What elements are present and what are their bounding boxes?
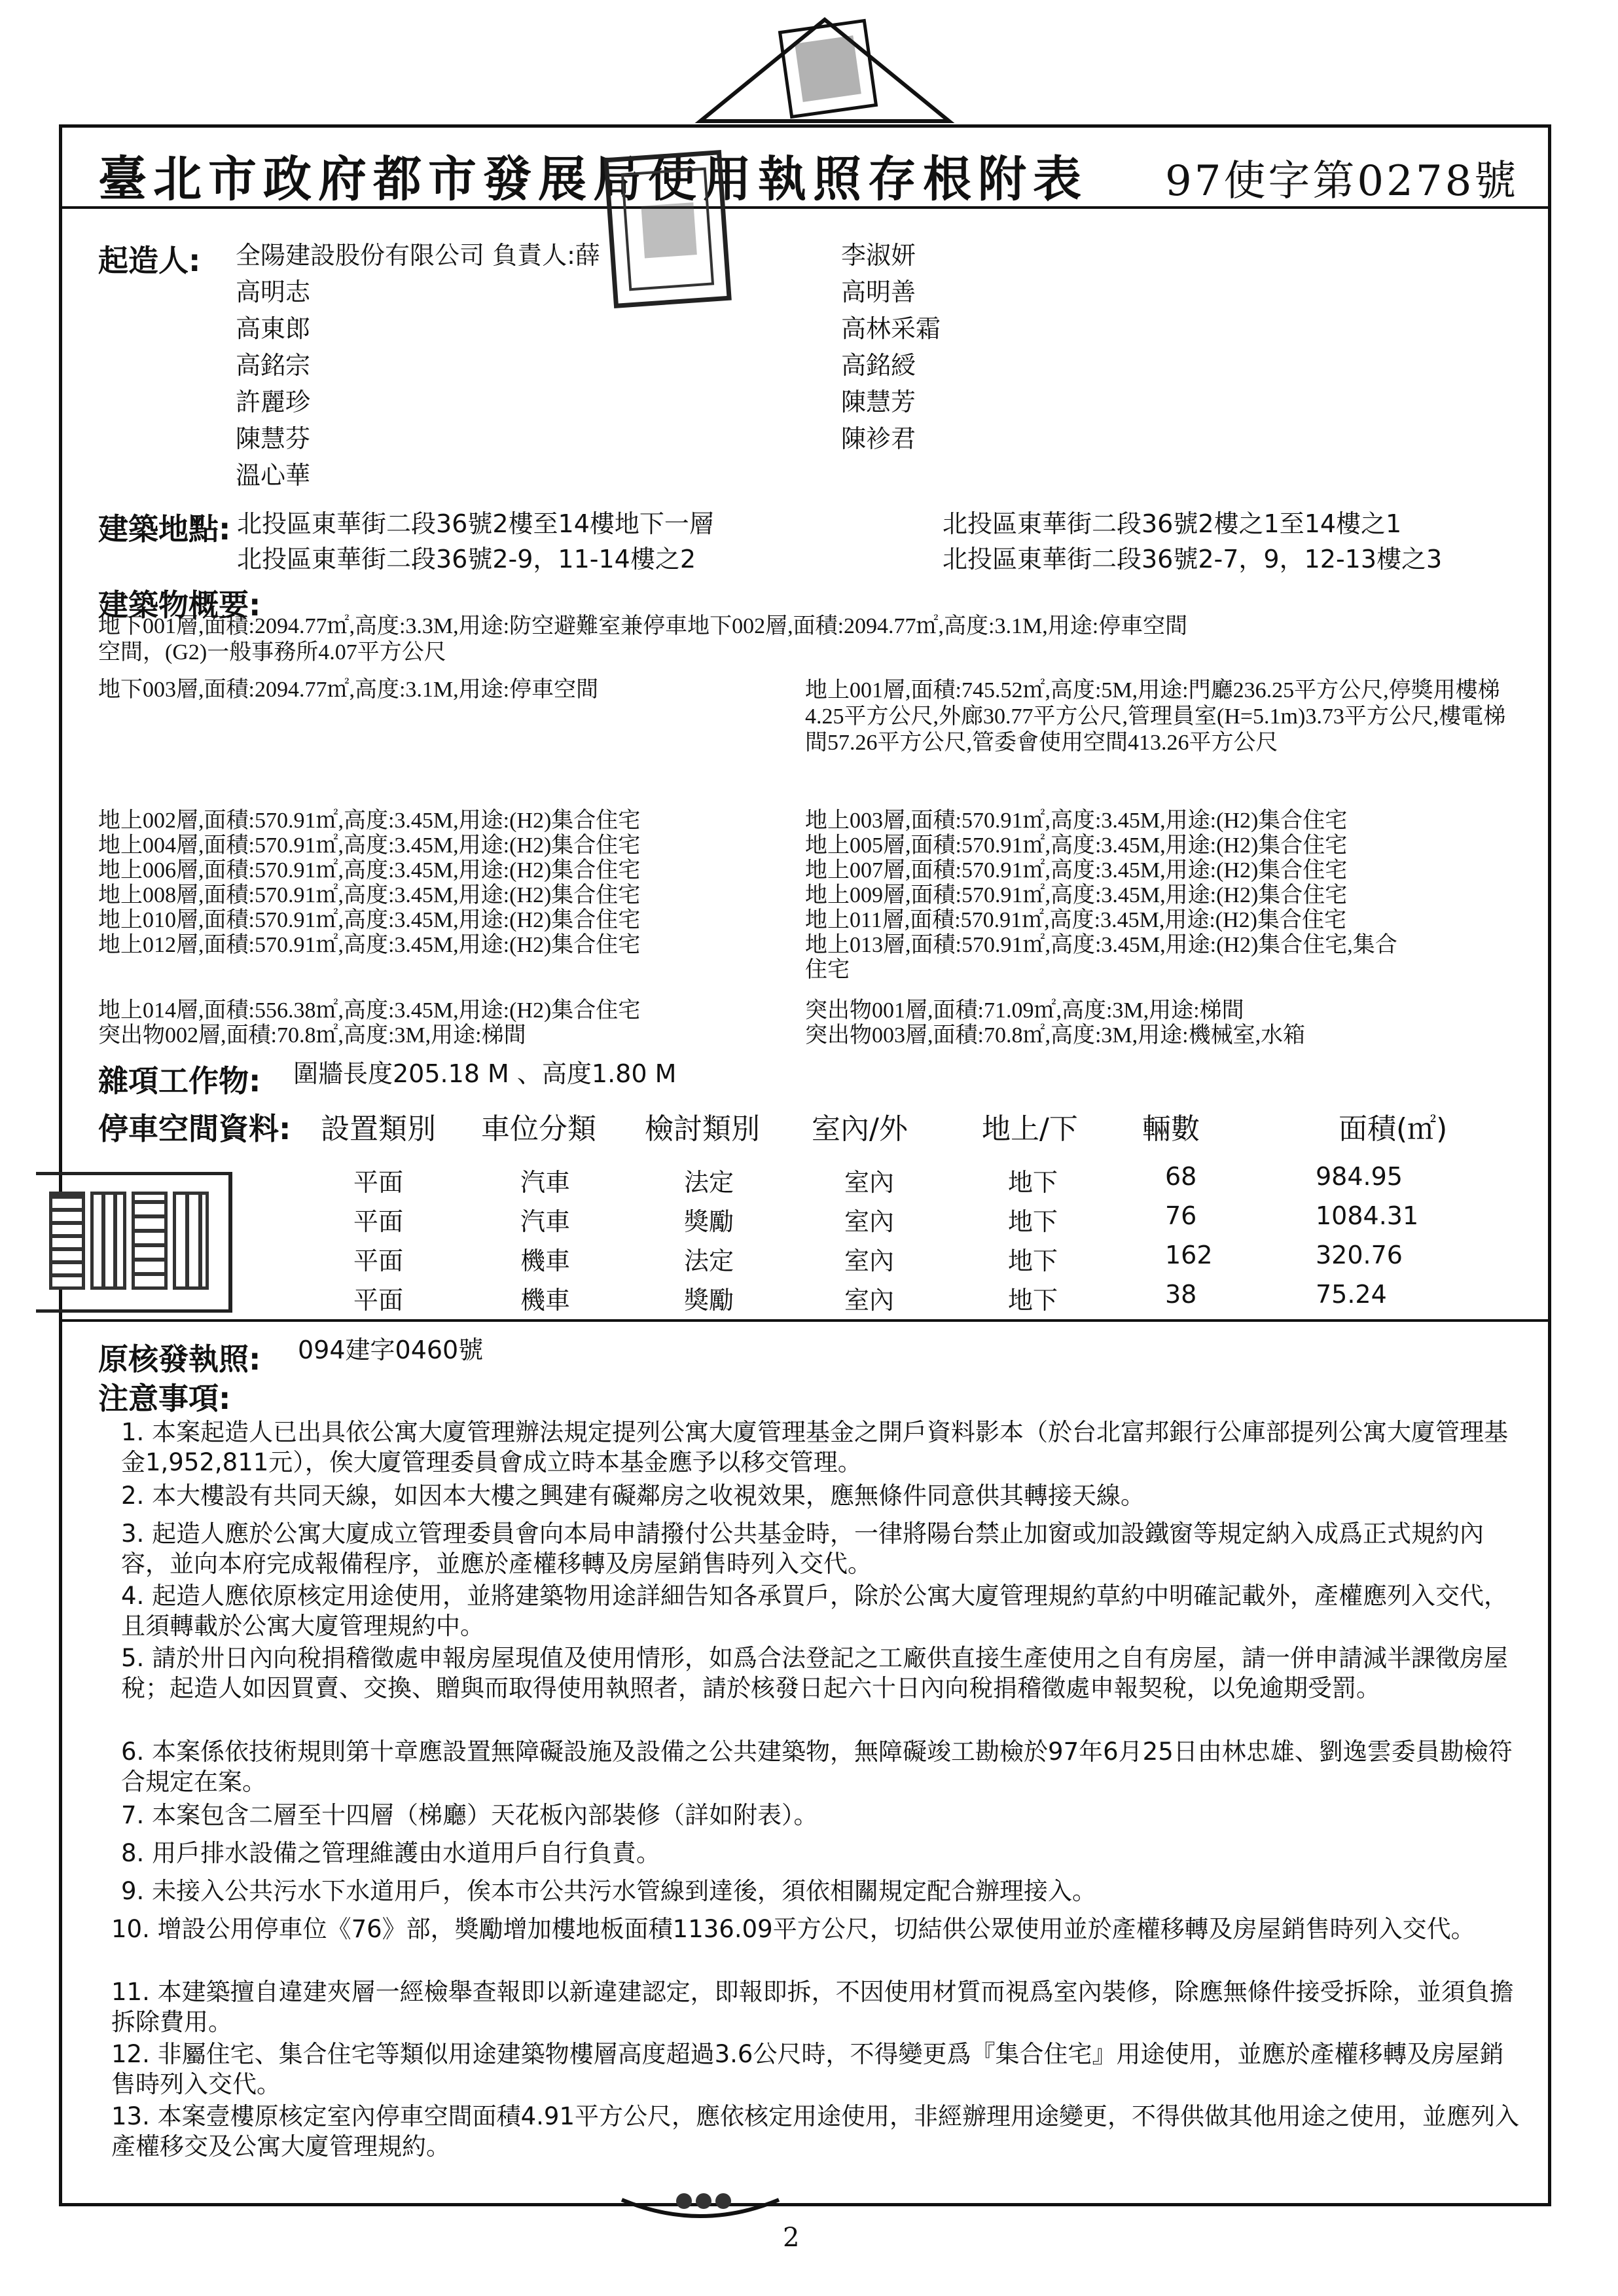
side-seal-stamp bbox=[36, 1172, 232, 1313]
original-permit-label: 原核發執照: bbox=[98, 1341, 261, 1377]
parking-cell: 室內 bbox=[844, 1286, 895, 1315]
penthouse-row: 突出物003層,面積:70.8㎡,高度:3M,用途:機械室,水箱 bbox=[805, 1023, 1306, 1048]
parking-header: 車位分類 bbox=[481, 1112, 596, 1146]
note-item: 8. 用戶排水設備之管理維護由水道用戶自行負責。 bbox=[121, 1839, 661, 1867]
official-seal-stamp bbox=[603, 150, 732, 308]
parking-cell: 機車 bbox=[520, 1247, 571, 1275]
parking-cell: 獎勵 bbox=[684, 1286, 734, 1315]
original-permit-value: 094建字0460號 bbox=[298, 1336, 484, 1364]
floor-row: 地上008層,面積:570.91㎡,高度:3.45M,用途:(H2)集合住宅 bbox=[98, 883, 641, 907]
parking-cell: 平面 bbox=[353, 1207, 404, 1236]
applicant-company: 全陽建設股份有限公司 負責人:薛 bbox=[236, 241, 600, 270]
note-item: 2. 本大樓設有共同天線，如因本大樓之興建有礙鄰房之收視效果，應無條件同意供其轉接天線。 bbox=[121, 1482, 1145, 1510]
page-title: 臺北市政府都市發展局使用執照存根附表 bbox=[98, 151, 1088, 208]
floor-row: 地上009層,面積:570.91㎡,高度:3.45M,用途:(H2)集合住宅 bbox=[805, 883, 1348, 907]
parking-cell: 75.24 bbox=[1316, 1280, 1387, 1309]
note-item: 5. 請於卅日內向稅捐稽徵處申報房屋現值及使用情形，如爲合法登記之工廠供直接生產使用之自有房屋，請一併申請減半課徵房屋稅；起造人如因買賣、交換、贈與而取得使用執照者，請於核發日起六十日內向稅捐稽徵處申報契稅，以免逾期受罰。 bbox=[121, 1644, 1509, 1702]
applicant-name: 高銘宗 bbox=[236, 351, 311, 380]
note-item: 13. 本案壹樓原核定室內停車空間面積4.91平方公尺，應依核定用途使用，非經辦理用途變更，不得供做其他用途之使用，並應列入產權移交及公寓大廈管理規約。 bbox=[111, 2102, 1519, 2160]
parking-header: 輛數 bbox=[1142, 1112, 1200, 1146]
floor-row: 地上013層,面積:570.91㎡,高度:3.45M,用途:(H2)集合住宅,集合 bbox=[805, 933, 1397, 957]
note-item: 9. 未接入公共污水下水道用戶，俟本市公共污水管線到達後，須依相關規定配合辦理接入。 bbox=[121, 1877, 1097, 1905]
parking-cell: 平面 bbox=[353, 1168, 404, 1197]
parking-cell: 機車 bbox=[520, 1286, 571, 1315]
title-divider bbox=[59, 206, 1551, 209]
overview-label: 建築物概要: bbox=[98, 587, 261, 623]
note-item: 3. 起造人應於公寓大廈成立管理委員會向本局申請撥付公共基金時，一律將陽台禁止加窗或加設鐵窗等規定納入成爲正式規約內容，並向本府完成報備程序，並應於產權移轉及房屋銷售時列入交代。 bbox=[121, 1520, 1484, 1578]
floor-row: 地上010層,面積:570.91㎡,高度:3.45M,用途:(H2)集合住宅 bbox=[98, 908, 641, 932]
floor-row: 地上007層,面積:570.91㎡,高度:3.45M,用途:(H2)集合住宅 bbox=[805, 858, 1348, 883]
parking-cell: 984.95 bbox=[1316, 1162, 1403, 1191]
floor-row: 地上014層,面積:556.38㎡,高度:3.45M,用途:(H2)集合住宅 bbox=[98, 998, 641, 1023]
misc-value: 圍牆長度205.18 M 、高度1.80 M bbox=[293, 1059, 677, 1088]
parking-cell: 地下 bbox=[1008, 1247, 1058, 1275]
floor-row: 地上004層,面積:570.91㎡,高度:3.45M,用途:(H2)集合住宅 bbox=[98, 833, 641, 858]
parking-cell: 320.76 bbox=[1316, 1241, 1403, 1269]
floor-row: 地上012層,面積:570.91㎡,高度:3.45M,用途:(H2)集合住宅 bbox=[98, 933, 641, 957]
parking-cell: 68 bbox=[1165, 1162, 1197, 1191]
applicant-name: 高東郎 bbox=[236, 314, 311, 343]
applicant-label: 起造人: bbox=[98, 243, 201, 278]
note-item: 11. 本建築擅自違建夾層一經檢舉查報即以新違建認定，即報即拆，不因使用材質而視爲室內裝修，除應無條件接受拆除，並須負擔拆除費用。 bbox=[111, 1978, 1514, 2036]
parking-header: 室內/外 bbox=[812, 1112, 908, 1146]
applicant-name: 陳袗君 bbox=[841, 424, 916, 453]
note-item: 1. 本案起造人已出具依公寓大廈管理辦法規定提列公寓大廈管理基金之開戶資料影本（於台北富邦銀行公庫部提列公寓大廈管理基金1,952,811元），俟大廈管理委員會成立時本基金應予以移交管理。 bbox=[121, 1418, 1509, 1476]
parking-divider bbox=[59, 1319, 1551, 1322]
penthouse-row: 突出物001層,面積:71.09㎡,高度:3M,用途:梯間 bbox=[805, 998, 1244, 1023]
applicant-name: 高明志 bbox=[236, 278, 311, 306]
top-seal-mark bbox=[687, 13, 962, 124]
basement-floor-1: 地下001層,面積:2094.77㎡,高度:3.3M,用途:防空避難室兼停車地下002層,面積:2094.77㎡,高度:3.1M,用途:停車空間 bbox=[98, 614, 1188, 638]
applicant-name: 高銘綬 bbox=[841, 351, 916, 380]
penthouse-row: 突出物002層,面積:70.8㎡,高度:3M,用途:梯間 bbox=[98, 1023, 526, 1048]
parking-header: 檢討類別 bbox=[645, 1112, 760, 1146]
parking-cell: 平面 bbox=[353, 1247, 404, 1275]
parking-cell: 室內 bbox=[844, 1207, 895, 1236]
parking-cell: 38 bbox=[1165, 1280, 1197, 1309]
note-item: 10. 增設公用停車位《76》部，獎勵增加樓地板面積1136.09平方公尺，切結供公眾使用並於產權移轉及房屋銷售時列入交代。 bbox=[111, 1915, 1475, 1943]
applicant-name: 陳慧芳 bbox=[841, 388, 916, 416]
parking-cell: 法定 bbox=[684, 1247, 734, 1275]
parking-cell: 1084.31 bbox=[1316, 1201, 1419, 1230]
parking-header: 設置類別 bbox=[321, 1112, 436, 1146]
applicant-name: 高林采霜 bbox=[841, 314, 941, 343]
parking-cell: 地下 bbox=[1008, 1207, 1058, 1236]
parking-cell: 獎勵 bbox=[684, 1207, 734, 1236]
applicant-name: 李淑妍 bbox=[841, 241, 916, 270]
floor-row: 地上003層,面積:570.91㎡,高度:3.45M,用途:(H2)集合住宅 bbox=[805, 809, 1348, 833]
note-item: 4. 起造人應依原核定用途使用，並將建築物用途詳細告知各承買戶，除於公寓大廈管理規約草約中明確記載外，產權應列入交代，且須轉載於公寓大廈管理規約中。 bbox=[121, 1582, 1509, 1640]
note-item: 6. 本案係依技術規則第十章應設置無障礙設施及設備之公共建築物，無障礙竣工勘檢於97年6月25日由林忠雄、劉逸雲委員勘檢符合規定在案。 bbox=[121, 1738, 1513, 1796]
notes-label: 注意事項: bbox=[98, 1381, 231, 1416]
parking-cell: 法定 bbox=[684, 1168, 734, 1197]
note-item: 7. 本案包含二層至十四層（梯廳）天花板內部裝修（詳如附表）。 bbox=[121, 1801, 818, 1829]
applicant-name: 許麗珍 bbox=[236, 388, 311, 416]
applicant-name: 溫心華 bbox=[236, 461, 311, 490]
parking-label: 停車空間資料: bbox=[98, 1111, 291, 1146]
parking-cell: 室內 bbox=[844, 1168, 895, 1197]
floor-row: 地上002層,面積:570.91㎡,高度:3.45M,用途:(H2)集合住宅 bbox=[98, 809, 641, 833]
basement-floor-3: 地下003層,面積:2094.77㎡,高度:3.1M,用途:停車空間 bbox=[98, 678, 599, 702]
site-address: 北投區東華街二段36號2-7，9，12-13樓之3 bbox=[943, 545, 1443, 574]
site-address: 北投區東華街二段36號2-9，11-14樓之2 bbox=[237, 545, 696, 574]
floor-row: 地上005層,面積:570.91㎡,高度:3.45M,用途:(H2)集合住宅 bbox=[805, 833, 1348, 858]
parking-cell: 汽車 bbox=[520, 1168, 571, 1197]
parking-cell: 地下 bbox=[1008, 1168, 1058, 1197]
floor-row: 地上011層,面積:570.91㎡,高度:3.45M,用途:(H2)集合住宅 bbox=[805, 908, 1347, 932]
parking-cell: 162 bbox=[1165, 1241, 1213, 1269]
page-number: 2 bbox=[783, 2223, 800, 2253]
parking-header: 地上/下 bbox=[982, 1112, 1078, 1146]
parking-cell: 汽車 bbox=[520, 1207, 571, 1236]
applicant-name: 高明善 bbox=[841, 278, 916, 306]
permit-number: 97使字第0278號 bbox=[1165, 157, 1519, 206]
note-item: 12. 非屬住宅、集合住宅等類似用途建築物樓層高度超過3.6公尺時，不得變更爲『集合住宅』用途使用，並應於產權移轉及房屋銷售時列入交代。 bbox=[111, 2040, 1504, 2098]
site-address: 北投區東華街二段36號2樓至14樓地下一層 bbox=[237, 509, 714, 538]
ground-floor-1: 地上001層,面積:745.52㎡,高度:5M,用途:門廳236.25平方公尺,停獎用樓梯4.25平方公尺,外廊30.77平方公尺,管理員室(H=5.1m)3.73平方公尺,樓電梯間57.26平方公尺,管委會使用空間413.26平方公尺 bbox=[805, 678, 1506, 755]
applicant-name: 陳慧芬 bbox=[236, 424, 311, 453]
parking-cell: 平面 bbox=[353, 1286, 404, 1315]
floor-row: 地上006層,面積:570.91㎡,高度:3.45M,用途:(H2)集合住宅 bbox=[98, 858, 641, 883]
parking-cell: 室內 bbox=[844, 1247, 895, 1275]
parking-cell: 地下 bbox=[1008, 1286, 1058, 1315]
site-label: 建築地點: bbox=[98, 511, 231, 547]
parking-cell: 76 bbox=[1165, 1201, 1197, 1230]
floor-row-cont: 住宅 bbox=[805, 958, 850, 982]
parking-header: 面積(㎡) bbox=[1339, 1112, 1448, 1146]
misc-label: 雜項工作物: bbox=[98, 1063, 261, 1099]
site-address: 北投區東華街二段36號2樓之1至14樓之1 bbox=[943, 509, 1402, 538]
basement-floor-2-cont: 空間，(G2)一般事務所4.07平方公尺 bbox=[98, 640, 446, 665]
bottom-seal-mark bbox=[615, 2187, 785, 2232]
